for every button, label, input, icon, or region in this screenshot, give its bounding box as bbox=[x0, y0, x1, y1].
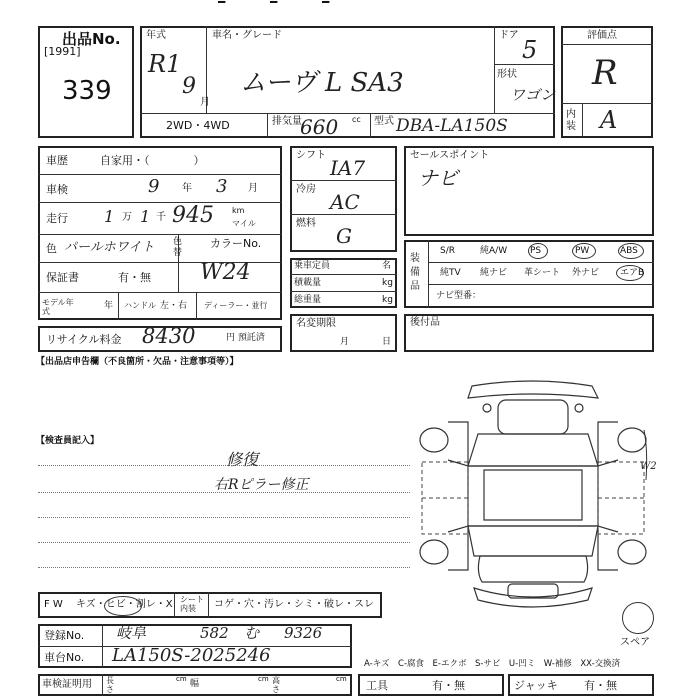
divider bbox=[428, 262, 654, 263]
handle-label: ハンドル bbox=[124, 301, 156, 310]
divider bbox=[428, 284, 654, 285]
recycle-unit: 円 預託済 bbox=[226, 333, 265, 343]
equip-airbag: エアB bbox=[620, 268, 645, 278]
divider bbox=[118, 292, 119, 320]
interior-label: 内装 bbox=[566, 109, 576, 132]
divider bbox=[208, 592, 209, 618]
shape-label: 形状 bbox=[497, 69, 517, 80]
eval-value: R bbox=[592, 53, 618, 93]
drive-label: 2WD・4WD bbox=[166, 119, 230, 132]
ac-value: AC bbox=[330, 190, 360, 214]
height-label: 高さ bbox=[272, 676, 280, 694]
divider bbox=[290, 274, 397, 275]
divider bbox=[267, 113, 268, 138]
crack-circle bbox=[104, 596, 142, 616]
warranty-value: 有・無 bbox=[118, 271, 151, 284]
model-year-label: モデル年式 bbox=[42, 298, 74, 316]
seat-label: シート内装 bbox=[180, 595, 204, 613]
divider bbox=[561, 44, 653, 45]
equip-sr: S/R bbox=[440, 246, 455, 256]
inspector-line-1: 修復 bbox=[226, 450, 259, 469]
top-mark-2: ━ bbox=[270, 0, 278, 9]
divider bbox=[140, 113, 555, 114]
mileage-value-3: 945 bbox=[172, 203, 214, 228]
mileage-units: 万 bbox=[122, 212, 132, 223]
note-line bbox=[38, 567, 410, 568]
width-unit: cm bbox=[258, 675, 269, 683]
reg-value-4: 9326 bbox=[284, 624, 323, 642]
handle-value: 左・右 bbox=[160, 301, 188, 311]
equip-leather: 革シート bbox=[524, 268, 561, 278]
dealer-label: ディーラー・並行 bbox=[204, 301, 268, 310]
month-unit: 月 bbox=[200, 97, 210, 108]
history-box bbox=[38, 146, 282, 320]
fw-label: F W bbox=[44, 599, 63, 610]
chassis-label: 車台No. bbox=[44, 651, 85, 664]
note-line bbox=[38, 542, 410, 543]
color-label: 色 bbox=[46, 242, 57, 255]
reg-value-2: 582 bbox=[200, 624, 229, 642]
model-value: DBA-LA150S bbox=[396, 116, 508, 136]
equip-aw: 純A/W bbox=[480, 246, 508, 256]
chassis-value: LA150S-2025246 bbox=[112, 645, 271, 666]
reg-value-1: 岐阜 bbox=[116, 624, 147, 642]
model-label: 型式 bbox=[374, 116, 394, 127]
length-unit: cm bbox=[176, 675, 187, 683]
top-mark-3: ━ bbox=[322, 0, 330, 9]
jack-label: ジャッキ bbox=[514, 679, 558, 692]
divider bbox=[102, 624, 103, 668]
lot-number: 339 bbox=[62, 76, 112, 106]
recycle-label: リサイクル料金 bbox=[46, 333, 122, 346]
weight-label: 総重量 bbox=[294, 295, 322, 305]
inspection-month: 3 bbox=[216, 176, 228, 197]
divider bbox=[174, 592, 175, 618]
door-label: ドア bbox=[499, 30, 519, 41]
name-change-day: 日 bbox=[382, 337, 392, 347]
navi-model-label: ナビ型番： bbox=[436, 291, 482, 301]
inspection-label: 車検 bbox=[46, 183, 68, 196]
lot-small: [1991] bbox=[44, 45, 81, 58]
fuel-value: G bbox=[336, 224, 352, 248]
capacity-label: 乗車定員 bbox=[294, 261, 331, 271]
inspection-year: 9 bbox=[148, 176, 160, 197]
capacity-unit: 名 bbox=[382, 261, 392, 271]
side-mark: W2 bbox=[640, 461, 657, 472]
inspector-label: 【検査員記入】 bbox=[36, 436, 100, 446]
seller-notes-label: 【出品店申告欄（不良箇所・欠品・注意事項等）】 bbox=[36, 357, 239, 367]
top-mark-1: ━ bbox=[218, 0, 226, 9]
divider bbox=[290, 291, 397, 292]
month-value: 9 bbox=[182, 74, 196, 99]
tools-value: 有・無 bbox=[432, 679, 465, 692]
interior-items: コゲ・穴・汚レ・シミ・破レ・スレ bbox=[214, 599, 374, 610]
tools-label: 工具 bbox=[366, 679, 388, 692]
equip-abs: ABS bbox=[620, 246, 638, 256]
usage-value: 自家用・（ ） bbox=[100, 154, 205, 167]
sales-points-value: ナビ bbox=[418, 166, 458, 190]
name-change-month: 月 bbox=[340, 337, 350, 347]
equipment-label: 装備品 bbox=[410, 253, 420, 292]
note-line bbox=[38, 517, 410, 518]
width-label: 幅 bbox=[190, 679, 200, 689]
fuel-label: 燃料 bbox=[296, 218, 316, 229]
equip-ext-navi: 外ナビ bbox=[572, 268, 600, 278]
divider bbox=[494, 64, 555, 65]
divider bbox=[38, 292, 282, 293]
retrofit-label: 後付品 bbox=[410, 317, 440, 328]
model-year-col: 年 bbox=[104, 301, 114, 311]
mileage-mile: マイル bbox=[232, 219, 256, 228]
cert-label: 車検証明用 bbox=[42, 679, 92, 690]
mileage-thousands: 千 bbox=[156, 212, 166, 223]
reg-label: 登録No. bbox=[44, 629, 85, 642]
divider bbox=[582, 103, 583, 138]
equip-navi: 純ナビ bbox=[480, 268, 508, 278]
inspector-line-2: 右Rピラー修正 bbox=[214, 477, 309, 493]
displacement-label: 排気量 bbox=[272, 116, 302, 127]
door-value: 5 bbox=[522, 36, 538, 64]
shift-value: IA7 bbox=[330, 156, 366, 180]
retrofit-box bbox=[404, 314, 654, 352]
height-unit: cm bbox=[336, 675, 347, 683]
divider bbox=[38, 234, 282, 235]
interior-value: A bbox=[600, 106, 618, 134]
reg-value-3: む bbox=[244, 624, 260, 642]
length-label: 長さ bbox=[106, 676, 114, 694]
name-change-label: 名変期限 bbox=[296, 318, 336, 329]
year-label: 年式 bbox=[146, 30, 166, 41]
weight-unit: kg bbox=[382, 295, 393, 305]
year-value: R1 bbox=[148, 50, 182, 78]
divider bbox=[494, 26, 495, 114]
note-line bbox=[38, 465, 410, 466]
usage-label: 車歴 bbox=[46, 154, 68, 167]
mileage-value-2: 1 bbox=[140, 207, 151, 226]
spare-label: スペア bbox=[620, 637, 650, 648]
load-label: 積載量 bbox=[294, 278, 322, 288]
legend: A-キズ C-腐食 E-エクボ S-サビ U-凹ミ W-補修 XX-交換済 bbox=[364, 659, 621, 669]
eval-label: 評価点 bbox=[587, 30, 617, 41]
load-unit: kg bbox=[382, 278, 393, 288]
mileage-value-1: 1 bbox=[104, 207, 115, 226]
equip-tv: 純TV bbox=[440, 268, 461, 278]
color-value: パールホワイト bbox=[64, 240, 155, 255]
divider bbox=[38, 174, 282, 175]
inspection-year-unit: 年 bbox=[182, 183, 192, 194]
shift-label: シフト bbox=[296, 150, 326, 161]
mileage-label: 走行 bbox=[46, 212, 68, 225]
color-no-value: W24 bbox=[200, 260, 251, 285]
equip-ps: PS bbox=[530, 246, 542, 256]
shape-value: ワゴン bbox=[510, 86, 556, 104]
car-name-value: ムーヴ L SA3 bbox=[240, 68, 404, 98]
sales-points-label: セールスポイント bbox=[410, 150, 490, 161]
divider bbox=[428, 240, 429, 308]
divider bbox=[290, 214, 397, 215]
color-no-label: カラーNo. bbox=[210, 237, 262, 250]
recycle-value: 8430 bbox=[142, 324, 196, 348]
mileage-km: km bbox=[232, 206, 245, 215]
divider bbox=[290, 180, 397, 181]
car-name-label: 車名・グレード bbox=[212, 30, 282, 41]
divider bbox=[102, 674, 103, 696]
displacement-value: 660 bbox=[300, 115, 339, 139]
color-sub-label: 色替 bbox=[173, 237, 183, 258]
car-diagram bbox=[412, 370, 662, 610]
divider bbox=[38, 202, 282, 203]
equip-pw: PW bbox=[575, 246, 590, 256]
inspection-month-unit: 月 bbox=[248, 183, 258, 194]
divider bbox=[561, 103, 653, 104]
divider bbox=[370, 113, 371, 138]
divider bbox=[196, 292, 197, 320]
spare-circle bbox=[622, 602, 654, 634]
lot-label: 出品No. bbox=[62, 30, 121, 48]
scratch-label: キズ・ヒビ・割レ・X bbox=[76, 599, 173, 610]
warranty-label: 保証書 bbox=[46, 271, 79, 284]
jack-value: 有・無 bbox=[584, 679, 617, 692]
cc-unit: cc bbox=[352, 115, 361, 124]
ac-label: 冷房 bbox=[296, 184, 316, 195]
